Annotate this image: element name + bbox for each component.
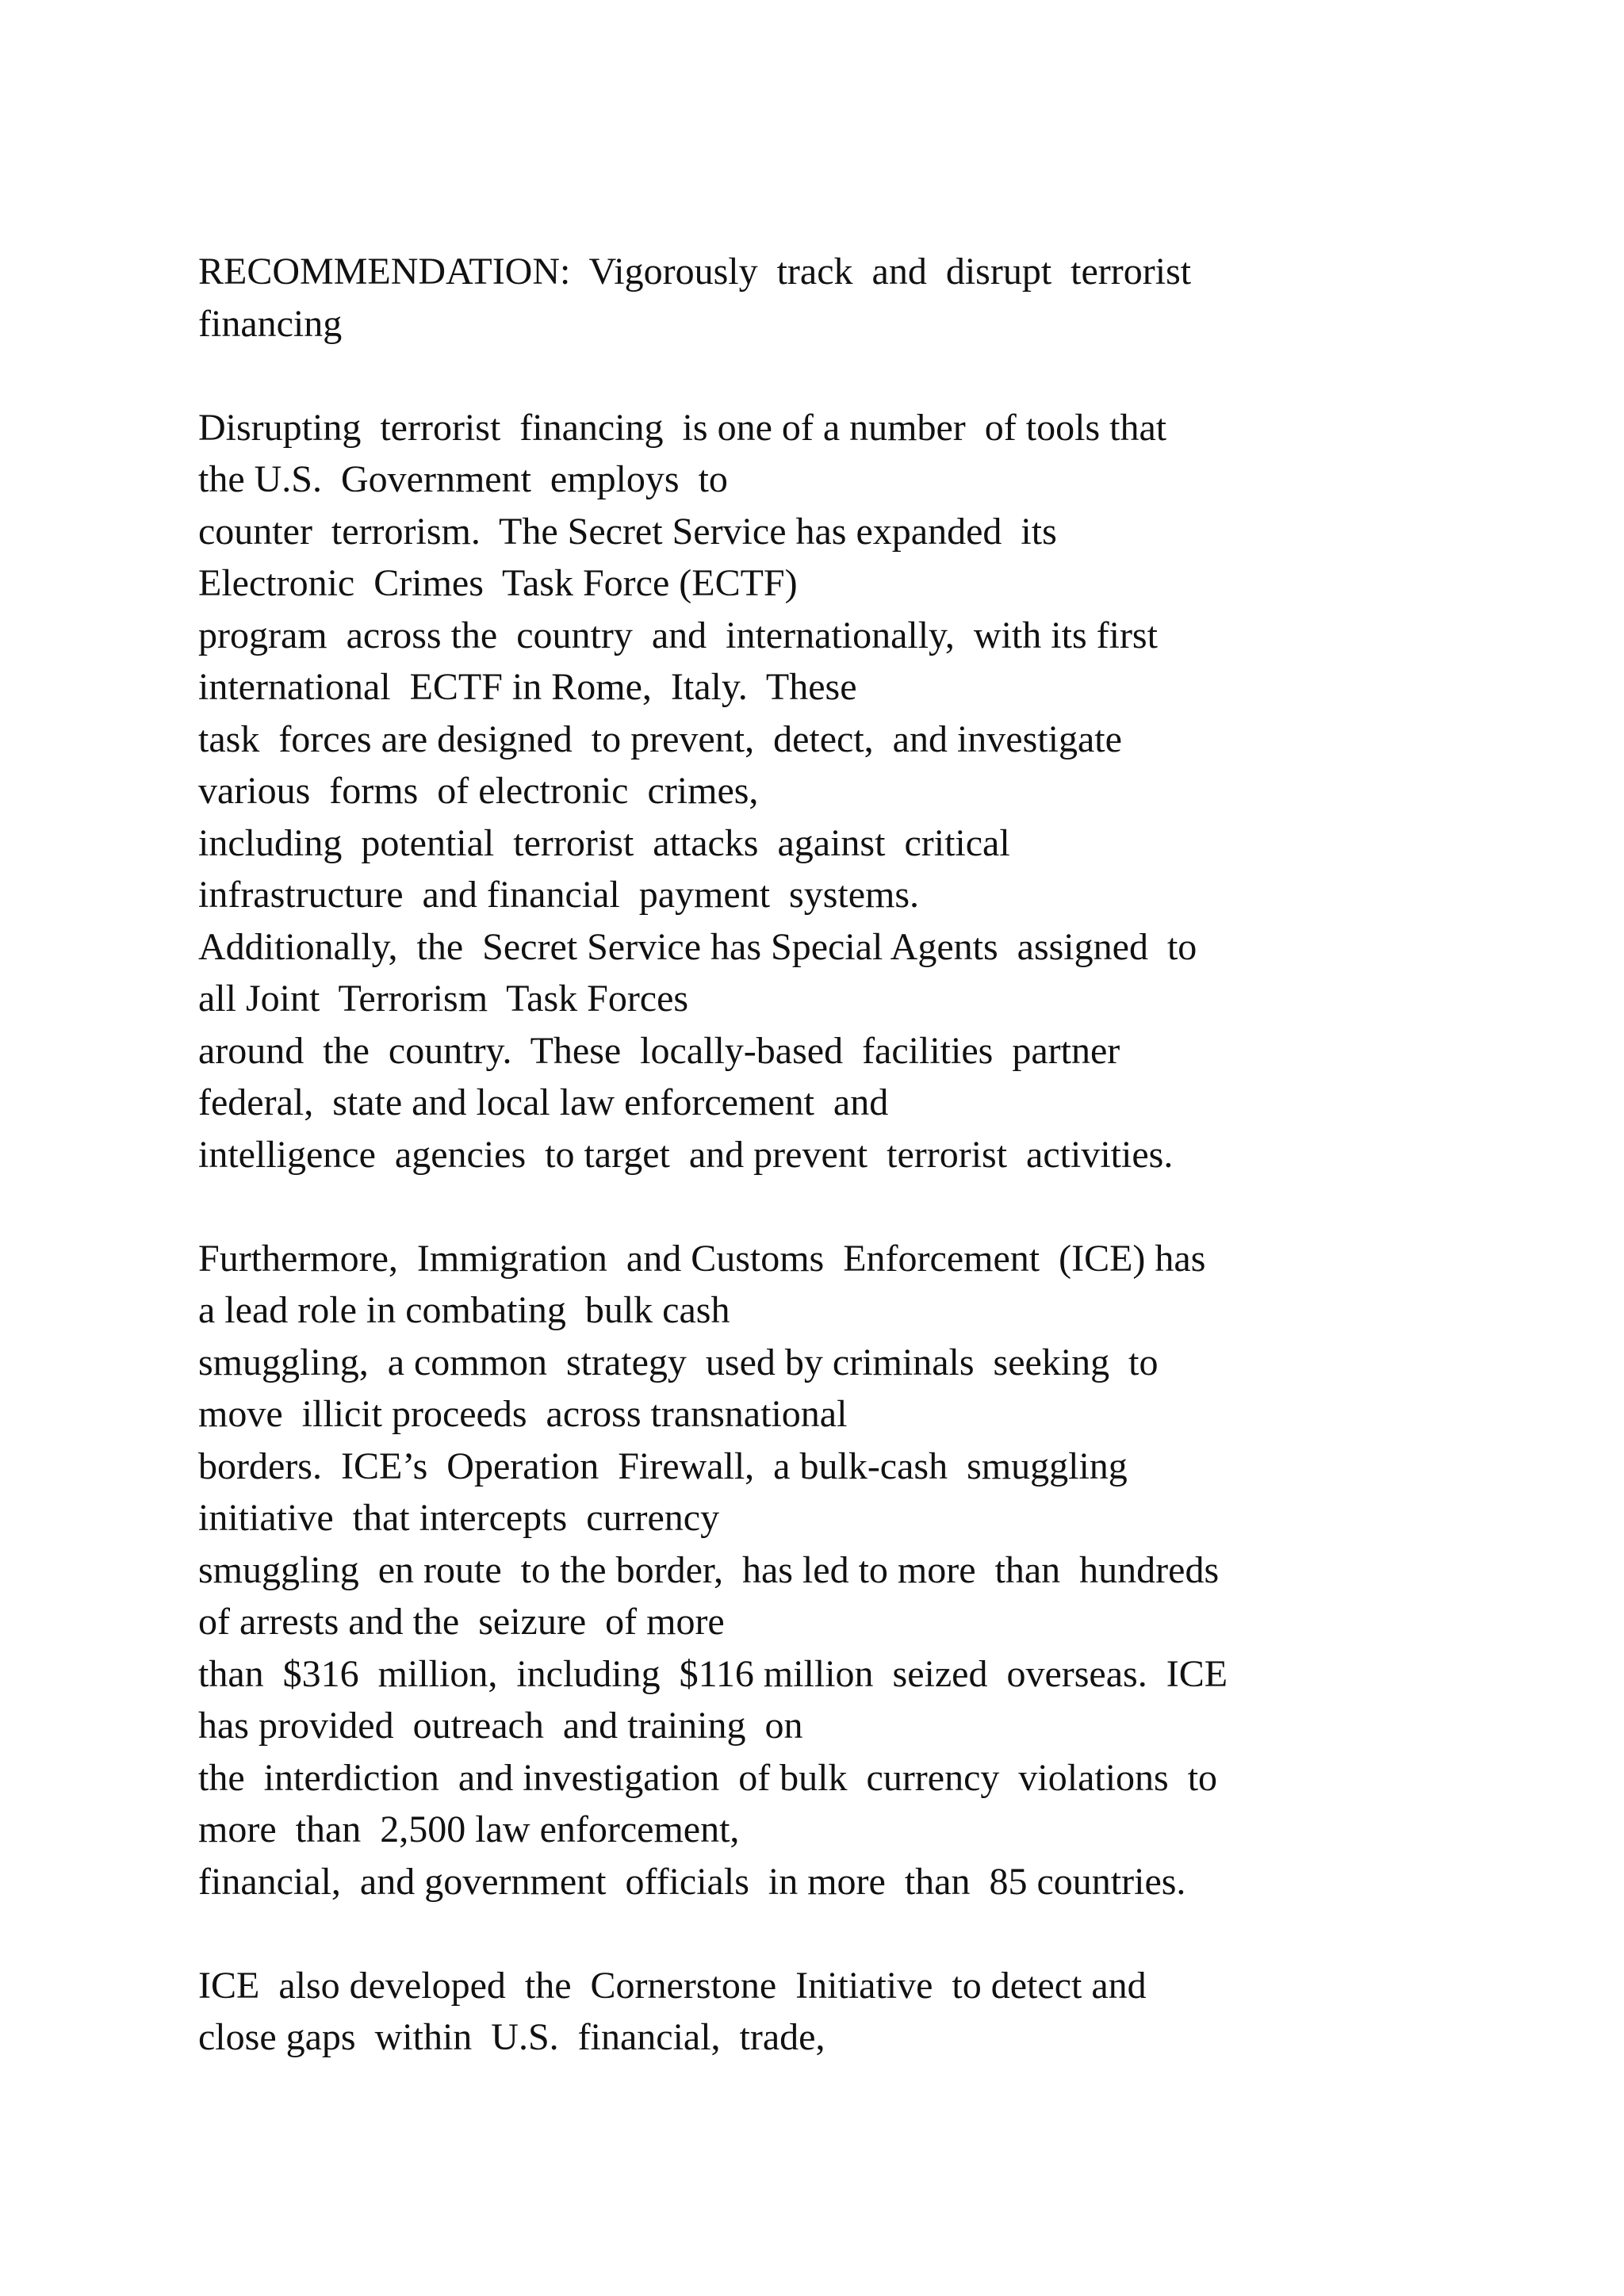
text-line: Disrupting terrorist financing is one of a number of tools that bbox=[198, 406, 1167, 449]
text-line: more than 2,500 law enforcement, bbox=[198, 1808, 740, 1850]
text-line: than $316 million, including $116 million seized overseas. ICE bbox=[198, 1652, 1228, 1695]
text-line: borders. ICE’s Operation Firewall, a bulk-cash smuggling bbox=[198, 1445, 1128, 1487]
text-line: around the country. These locally-based facilities partner bbox=[198, 1029, 1120, 1072]
text-line: international ECTF in Rome, Italy. These bbox=[198, 666, 857, 708]
text-line: financial, and government officials in more than 85 countries. bbox=[198, 1860, 1186, 1903]
text-line: all Joint Terrorism Task Forces bbox=[198, 978, 689, 1020]
text-line: counter terrorism. The Secret Service has expanded its bbox=[198, 510, 1057, 553]
document-body bbox=[198, 246, 1594, 2064]
text-line: ICE also developed the Cornerstone Initiative to detect and bbox=[198, 1964, 1147, 2007]
text-line: including potential terrorist attacks against critical bbox=[198, 821, 1010, 864]
text-line: smuggling en route to the border, has led to more than hundreds bbox=[198, 1548, 1220, 1591]
text-line: close gaps within U.S. financial, trade, bbox=[198, 2016, 825, 2058]
paragraph-secret-service bbox=[198, 402, 1594, 1181]
text-line: of arrests and the seizure of more bbox=[198, 1601, 725, 1643]
text-line: RECOMMENDATION: Vigorously track and disrupt terrorist bbox=[198, 251, 1192, 293]
text-line: the U.S. Government employs to bbox=[198, 458, 728, 500]
paragraph-gap bbox=[198, 1908, 1594, 1960]
text-line: move illicit proceeds across transnational bbox=[198, 1393, 848, 1435]
text-line: intelligence agencies to target and prevent terrorist activities. bbox=[198, 1133, 1174, 1176]
text-line: financing bbox=[198, 302, 343, 345]
text-line: Electronic Crimes Task Force (ECTF) bbox=[198, 562, 798, 604]
recommendation-heading bbox=[198, 246, 1594, 350]
text-line: infrastructure and financial payment systems. bbox=[198, 874, 920, 916]
text-line: various forms of electronic crimes, bbox=[198, 770, 759, 812]
text-line: a lead role in combating bulk cash bbox=[198, 1289, 730, 1331]
text-line: program across the country and internationally, with its first bbox=[198, 614, 1158, 656]
paragraph-ice-firewall bbox=[198, 1233, 1594, 1908]
paragraph-gap bbox=[198, 350, 1594, 402]
text-line: the interdiction and investigation of bulk currency violations to bbox=[198, 1756, 1218, 1799]
paragraph-cornerstone bbox=[198, 1960, 1594, 2064]
paragraph-gap bbox=[198, 1181, 1594, 1233]
text-line: has provided outreach and training on bbox=[198, 1705, 803, 1747]
text-line: Additionally, the Secret Service has Special Agents assigned to bbox=[198, 925, 1197, 968]
text-line: Furthermore, Immigration and Customs Enforcement (ICE) has bbox=[198, 1237, 1206, 1280]
text-line: smuggling, a common strategy used by criminals seeking to bbox=[198, 1341, 1159, 1383]
text-line: federal, state and local law enforcement and bbox=[198, 1081, 889, 1123]
text-line: task forces are designed to prevent, detect, and investigate bbox=[198, 718, 1122, 760]
text-line: initiative that intercepts currency bbox=[198, 1497, 720, 1539]
